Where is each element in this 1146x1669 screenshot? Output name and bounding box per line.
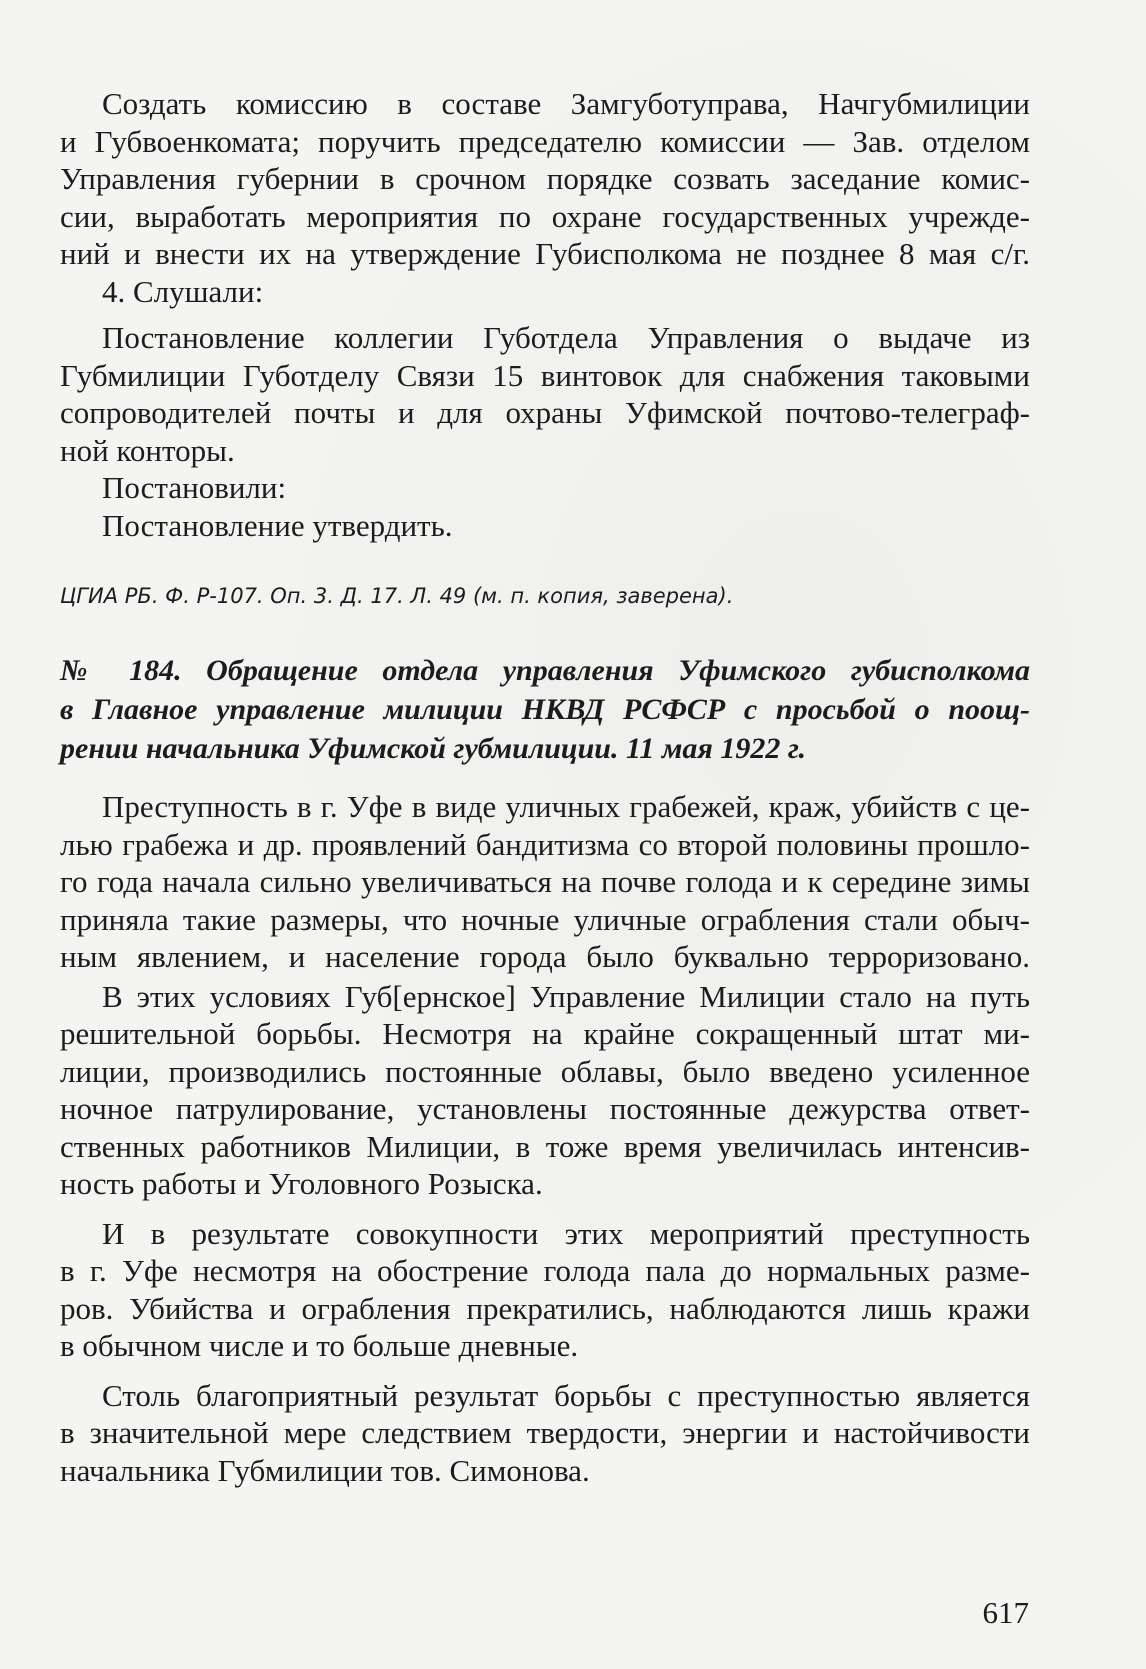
text-line: в обычном числе и то больше дневные. — [60, 1328, 579, 1363]
text-line: ность работы и Уголовного Розыска. — [60, 1166, 543, 1201]
text-line: Преступность в г. Уфе в виде уличных грабежей, краж, убийств с це- — [102, 789, 1030, 824]
text-line: Создать комиссию в составе Замгуботуправа, Начгубмилиции — [102, 86, 1030, 121]
text-line: решительной борьбы. Несмотря на крайне сокращенный штат ми- — [60, 1016, 1030, 1051]
item-heading: 4. Слушали: — [102, 273, 264, 309]
text-line: в значительной мере следствием твердости, энергии и настойчивости — [60, 1415, 1030, 1450]
body-paragraph — [60, 788, 1030, 976]
text-line: Столь благоприятный результат борьбы с преступностью является — [102, 1377, 1030, 1413]
text-line: го года начала сильно увеличиваться на почве голода и к середине зимы — [60, 864, 1030, 899]
text-line: приняла такие размеры, что ночные уличные ограбления стали обыч- — [60, 901, 1030, 937]
body-paragraph — [60, 1377, 1030, 1490]
text-line: в г. Уфе несмотря на обострение голода пала до нормальных разме- — [60, 1253, 1030, 1288]
text-line: ров. Убийства и ограбления прекратились, наблюдаются лишь кражи — [60, 1290, 1030, 1326]
text-line: сии, выработать мероприятия по охране государственных учрежде- — [60, 198, 1030, 234]
heading-line: рении начальника Уфимской губмилиции. 11 мая 1922 г. — [60, 732, 807, 765]
document-heading — [60, 651, 1030, 768]
body-paragraph — [60, 978, 1030, 1203]
body-paragraph — [60, 1215, 1030, 1365]
text-line: Управления губернии в срочном порядке созвать заседание комис- — [60, 161, 1030, 196]
text-line: ной конторы. — [60, 432, 235, 468]
decision-text: Постановление утвердить. — [102, 507, 453, 543]
text-line: ным явлением, и население города было буквально терроризовано. — [60, 939, 1030, 974]
text-line: И в результате совокупности этих мероприятий преступность — [102, 1215, 1030, 1251]
archive-source-note: ЦГИА РБ. Ф. Р-107. Оп. 3. Д. 17. Л. 49 (м. п. копия, заверена). — [60, 584, 734, 608]
resolution-paragraph — [60, 85, 1030, 273]
text-line: ственных работников Милиции, в тоже время увеличилась интенсив- — [60, 1128, 1030, 1164]
text-line: Постановление коллегии Губотдела Управления о выдаче из — [102, 320, 1030, 355]
text-line: лиции, производились постоянные облавы, было введено усиленное — [60, 1053, 1030, 1089]
text-line: лью грабежа и др. проявлений бандитизма со второй половины прошло- — [60, 826, 1030, 862]
heading-line: в Главное управление милиции НКВД РСФСР с просьбой о поощ- — [60, 693, 1030, 726]
text-line: и Губвоенкомата; поручить председателю комиссии — Зав. отделом — [60, 123, 1030, 159]
decided-label: Постановили: — [102, 470, 287, 505]
previous-document-ending — [60, 85, 1030, 544]
text-line: начальника Губмилиции тов. Симонова. — [60, 1452, 590, 1488]
text-line: ний и внести их на утверждение Губисполкома не позднее 8 мая с/г. — [60, 236, 1030, 271]
text-line: В этих условиях Губ[ернское] Управление Милиции стало на путь — [102, 978, 1030, 1014]
page-number: 617 — [982, 1595, 1029, 1630]
heading-line: № 184. Обращение отдела управления Уфимского губисполкома — [60, 654, 1030, 687]
text-line: ночное патрулирование, установлены постоянные дежурства ответ- — [60, 1091, 1030, 1126]
text-line: сопроводителей почты и для охраны Уфимской почтово-телеграф- — [60, 395, 1030, 430]
item-paragraph — [60, 319, 1030, 469]
text-line: Губмилиции Губотделу Связи 15 винтовок для снабжения таковыми — [60, 357, 1030, 393]
page-content — [60, 85, 1030, 1489]
